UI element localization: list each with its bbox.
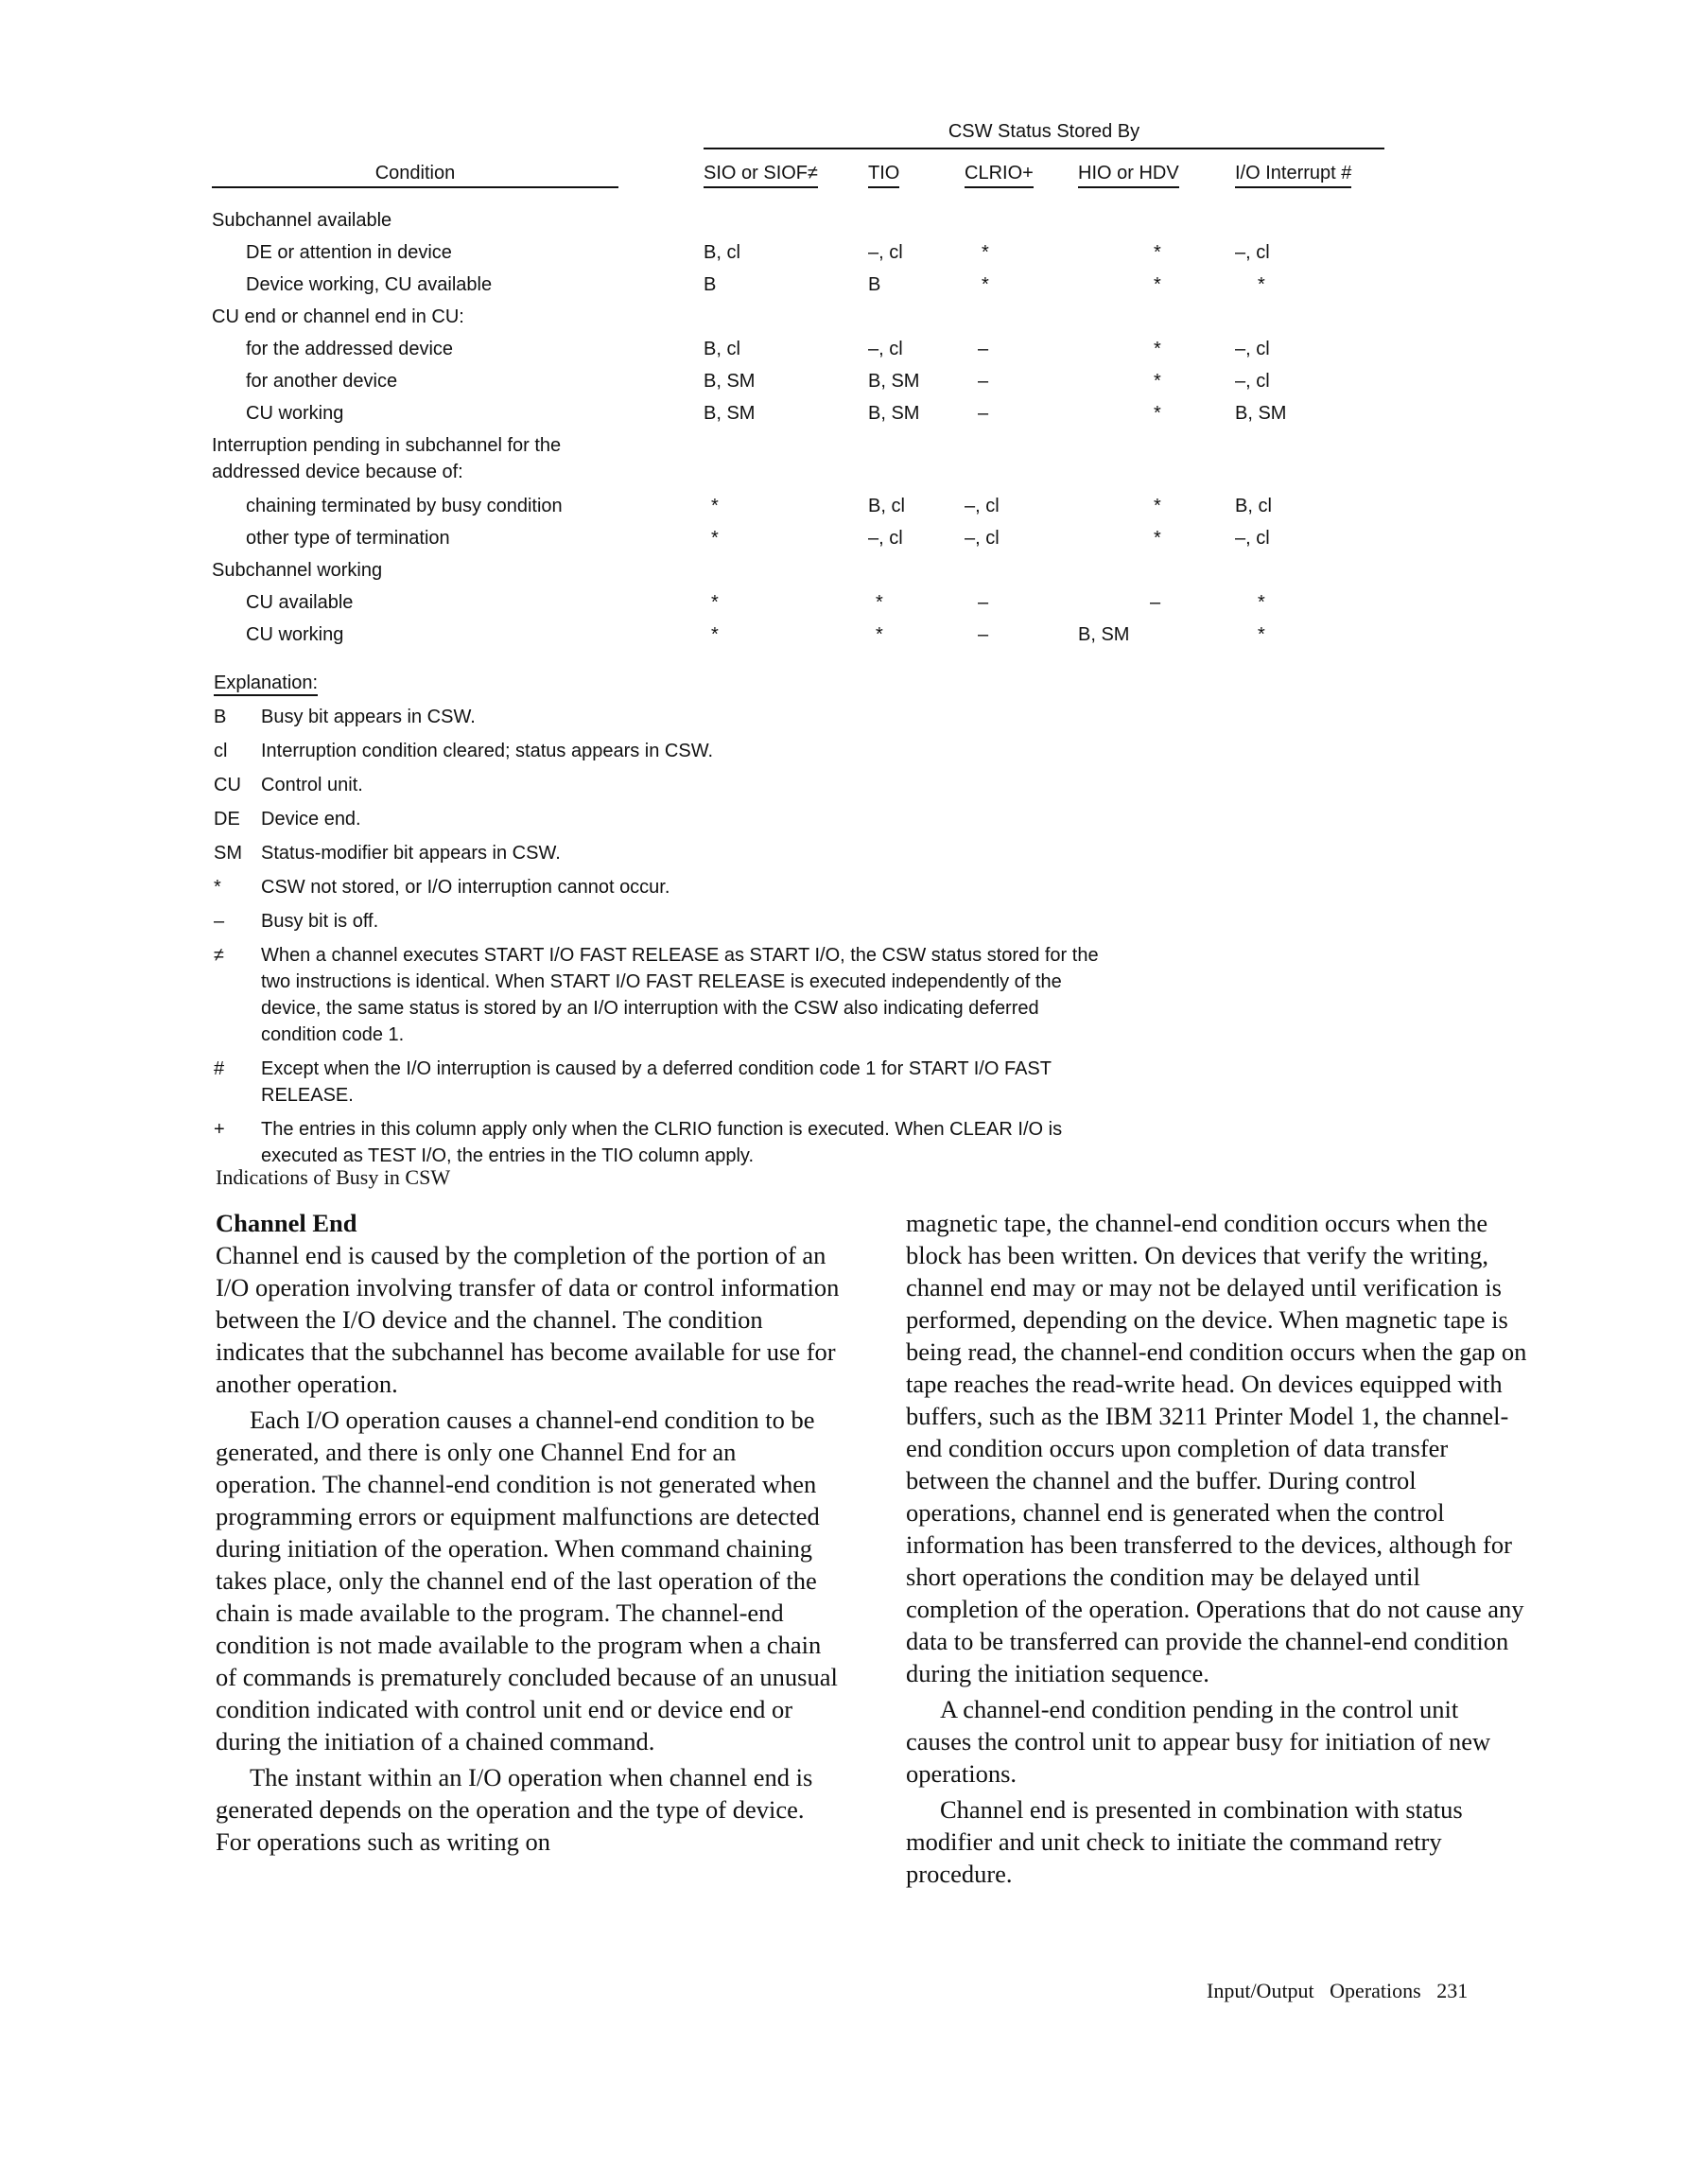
condition-cell: Subchannel working [212,560,383,581]
status-cell: * [876,624,883,645]
table-row [212,592,1384,620]
legend-symbol: cl [214,741,228,761]
status-cell: * [876,592,883,613]
legend-text: Except when the I/O interruption is caused by a deferred condition code 1 for START I/O FAST RELEASE. [261,1058,1052,1106]
table-row [212,435,1384,463]
paragraph: The instant within an I/O operation when channel end is generated depends on the operation and the type of device. For operations such as writing on [216,1763,813,1856]
legend-text: Busy bit is off. [261,911,379,932]
legend-symbol: CU [214,775,241,795]
legend-item [214,704,1122,730]
legend-item [214,908,1122,935]
legend-text: The entries in this column apply only when the CLRIO function is executed. When CLEAR I/O is executed as TEST I/O, the entries in the TIO column apply. [261,1119,1063,1166]
status-cell: B, SM [868,403,920,424]
status-cell: –, cl [1235,339,1270,359]
column-header-tio: TIO [868,163,899,188]
legend-text: Control unit. [261,775,363,795]
status-cell: B, cl [704,242,740,263]
status-cell: –, cl [868,339,903,359]
status-cell: – [978,371,989,392]
legend-text: Interruption condition cleared; status appears in CSW. [261,741,714,761]
status-cell: * [1154,403,1161,424]
status-cell: –, cl [1235,528,1270,549]
paragraph: Channel end is presented in combination with status modifier and unit check to initiate the command retry procedure. [906,1795,1463,1888]
status-cell: –, cl [868,528,903,549]
legend-symbol: ≠ [214,945,224,966]
status-cell: B [704,274,717,295]
legend-symbol: * [214,877,221,898]
condition-cell: for another device [246,371,398,392]
column-header-clrio: CLRIO+ [965,163,1034,188]
legend-text: Busy bit appears in CSW. [261,707,476,727]
status-cell: – [978,403,989,424]
legend-item [214,806,1122,832]
status-cell: B, SM [704,371,756,392]
status-cell: B, SM [1078,624,1130,645]
condition-header: Condition [212,163,618,188]
status-cell: –, cl [1235,242,1270,263]
status-cell: B, SM [1235,403,1287,424]
condition-cell: CU available [246,592,354,613]
legend-symbol: SM [214,843,242,864]
footer-section-title: Input/Output Operations [1207,1979,1421,2002]
table-row [212,339,1384,367]
status-cell: * [711,496,719,516]
status-cell: * [711,592,719,613]
status-cell: B, SM [704,403,756,424]
table-row [212,624,1384,653]
legend-symbol: # [214,1058,225,1079]
legend-text: CSW not stored, or I/O interruption cannot occur. [261,877,670,898]
table-row [212,496,1384,524]
explanation-title: Explanation: [214,672,318,696]
legend-item [214,942,1112,1048]
column-header-io-interrupt: I/O Interrupt # [1235,163,1351,188]
condition-cell: CU working [246,624,344,645]
status-cell: – [1150,592,1161,613]
condition-cell: CU end or channel end in CU: [212,306,464,327]
legend-item [214,772,1122,798]
table-row [212,274,1384,303]
legend-item [214,1056,1112,1109]
legend-item [214,1116,1112,1169]
legend-text: When a channel executes START I/O FAST RELEASE as START I/O, the CSW status stored for the two instructions is identical. When START I/O FAST RELEASE is executed independently of the device, the same status is stored by an I/O interruption with the CSW also indicating deferred condition code 1. [261,945,1099,1045]
table-row [212,306,1384,335]
table-row [212,462,1384,490]
status-cell: * [1154,371,1161,392]
explanation-legend [214,672,1122,1169]
status-cell: * [1258,274,1265,295]
status-cell: * [1154,528,1161,549]
status-cell: * [711,528,719,549]
status-cell: –, cl [1235,371,1270,392]
table-row [212,242,1384,271]
status-cell: – [978,592,989,613]
legend-symbol: – [214,911,225,932]
status-cell: B, cl [1235,496,1272,516]
body-column-right [906,1207,1530,1894]
section-heading: Channel End [216,1209,357,1237]
table-row [212,371,1384,399]
condition-cell: Device working, CU available [246,274,493,295]
table-row [212,528,1384,556]
group-header-rule [704,148,1384,149]
legend-symbol: B [214,707,227,727]
condition-cell: for the addressed device [246,339,454,359]
legend-symbol: + [214,1119,225,1140]
status-cell: B, cl [704,339,740,359]
legend-text: Device end. [261,809,361,830]
explanation-list [214,704,1122,1169]
page-footer [1207,1979,1468,2003]
status-cell: – [978,339,989,359]
paragraph: Channel end is caused by the completion of the portion of an I/O operation involving transfer of data or control information between the I/O device and the channel. The condition indicates that the subchannel has become available for use for another operation. [216,1241,840,1398]
paragraph: Each I/O operation causes a channel-end condition to be generated, and there is only one Channel End for an operation. The channel-end condition is not generated when programming errors or equipment malfunctions are detected during initiation of the operation. When command chaining takes place, only the channel end of the last operation of the chain is made available to the program. The channel-end condition is not made available to the program when a chain of commands is prematurely concluded because of an unusual condition indicated with control unit end or device end or during the initiation of a chained command. [216,1406,838,1756]
group-header: CSW Status Stored By [948,121,1140,142]
legend-item [214,874,1122,900]
table-row [212,560,1384,588]
table-row [212,210,1384,238]
status-cell: * [1154,339,1161,359]
status-cell: * [982,274,989,295]
condition-cell: Interruption pending in subchannel for the [212,435,562,456]
status-cell: * [982,242,989,263]
table-row [212,403,1384,431]
paragraph: magnetic tape, the channel-end condition occurs when the block has been written. On devices that verify the writing, channel end may or may not be delayed until verification is performed, depending on the device. When magnetic tape is being read, the channel-end condition occurs when the gap on tape reaches the read-write head. On devices equipped with buffers, such as the IBM 3211 Printer Model 1, the channel-end condition occurs upon completion of data transfer between the channel and the buffer. During control operations, channel end is generated when the control information has been transferred to the devices, although for short operations the condition may be delayed until completion of the operation. Operations that do not cause any data to be transferred can provide the channel-end condition during the initiation sequence. [906,1209,1527,1687]
status-cell: – [978,624,989,645]
status-cell: B [868,274,881,295]
legend-text: Status-modifier bit appears in CSW. [261,843,561,864]
condition-cell: other type of termination [246,528,450,549]
column-header-sio: SIO or SIOF≠ [704,163,818,188]
status-cell: B, cl [868,496,905,516]
legend-item [214,738,1122,764]
status-cell: * [1258,592,1265,613]
status-cell: * [711,624,719,645]
status-cell: * [1154,496,1161,516]
table-caption: Indications of Busy in CSW [216,1165,451,1189]
status-cell: –, cl [868,242,903,263]
column-header-hio: HIO or HDV [1078,163,1179,188]
condition-cell: CU working [246,403,344,424]
paragraph: A channel-end condition pending in the control unit causes the control unit to appear busy for initiation of new operations. [906,1695,1491,1788]
status-cell: –, cl [965,496,1000,516]
status-cell: –, cl [965,528,1000,549]
status-cell: * [1154,242,1161,263]
status-cell: * [1258,624,1265,645]
body-column-left [216,1207,840,1861]
condition-cell: DE or attention in device [246,242,452,263]
legend-symbol: DE [214,809,240,830]
legend-item [214,840,1122,866]
condition-cell: chaining terminated by busy condition [246,496,563,516]
page-number: 231 [1436,1979,1469,2002]
condition-cell: addressed device because of: [212,462,463,482]
status-cell: * [1154,274,1161,295]
status-cell: B, SM [868,371,920,392]
condition-cell: Subchannel available [212,210,392,231]
